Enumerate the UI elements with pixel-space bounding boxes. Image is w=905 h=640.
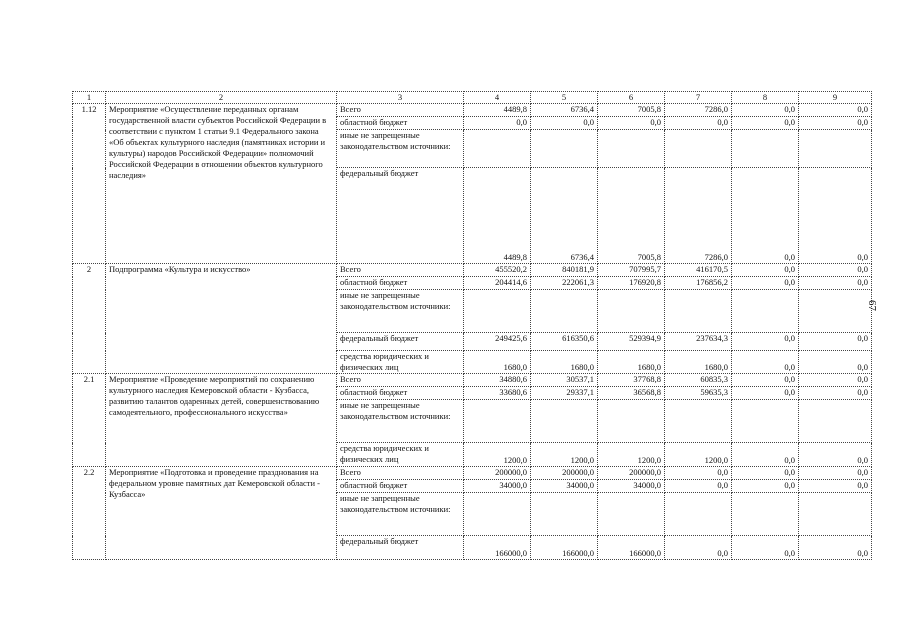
funding-source-cell: иные не запрещенные законодательством источники: (337, 130, 464, 168)
row-number-cell: 2.1 (73, 374, 106, 467)
funding-source-cell: Всего (337, 467, 464, 480)
amount-cell: 0,0 (732, 480, 799, 493)
amount-cell: 0,0 (799, 467, 872, 480)
header-cell: 5 (531, 92, 598, 104)
funding-source-cell: областной бюджет (337, 117, 464, 130)
amount-cell (799, 493, 872, 536)
amount-cell: 1200,0 (531, 443, 598, 467)
amount-cell: 1200,0 (598, 443, 665, 467)
amount-cell: 176920,8 (598, 277, 665, 290)
amount-cell: 6736,4 (531, 168, 598, 264)
amount-cell (665, 290, 732, 333)
amount-cell: 0,0 (799, 536, 872, 560)
amount-cell: 34000,0 (464, 480, 531, 493)
amount-cell: 0,0 (665, 117, 732, 130)
amount-cell: 6736,4 (531, 104, 598, 117)
row-number-cell: 2 (73, 264, 106, 374)
amount-cell (531, 290, 598, 333)
amount-cell (598, 130, 665, 168)
amount-cell: 0,0 (732, 536, 799, 560)
amount-cell (464, 493, 531, 536)
amount-cell: 222061,3 (531, 277, 598, 290)
amount-cell: 0,0 (665, 467, 732, 480)
header-cell: 9 (799, 92, 872, 104)
amount-cell: 237634,3 (665, 333, 732, 351)
amount-cell (732, 130, 799, 168)
measure-title-cell: Мероприятие «Осуществление переданных органам государственной власти субъектов Российской Федерации в соответствии с пунктом 1 статьи 9.1 Федерального закона «Об объектах культурного наследия (памятниках истории и культуры) народов Российской Федерации» полномочий Российской Федерации в отношении объектов культурного наследия» (106, 104, 337, 264)
amount-cell: 0,0 (732, 264, 799, 277)
amount-cell: 166000,0 (464, 536, 531, 560)
header-cell: 6 (598, 92, 665, 104)
amount-cell (732, 493, 799, 536)
amount-cell: 166000,0 (531, 536, 598, 560)
header-cell: 4 (464, 92, 531, 104)
header-cell: 2 (106, 92, 337, 104)
amount-cell: 0,0 (799, 443, 872, 467)
amount-cell: 0,0 (799, 277, 872, 290)
funding-source-cell: иные не запрещенные законодательством источники: (337, 493, 464, 536)
amount-cell: 29337,1 (531, 387, 598, 400)
amount-cell (598, 290, 665, 333)
measure-title-cell: Подпрограмма «Культура и искусство» (106, 264, 337, 374)
funding-source-cell: федеральный бюджет (337, 333, 464, 351)
amount-cell (665, 130, 732, 168)
amount-cell: 707995,7 (598, 264, 665, 277)
amount-cell (598, 493, 665, 536)
amount-cell: 34000,0 (531, 480, 598, 493)
funding-source-cell: областной бюджет (337, 480, 464, 493)
amount-cell: 0,0 (732, 467, 799, 480)
budget-table-container (72, 91, 871, 560)
measure-title-cell: Мероприятие «Подготовка и проведение празднования на федеральном уровне памятных дат Кемеровской области - Кузбасса» (106, 467, 337, 560)
amount-cell: 30537,1 (531, 374, 598, 387)
amount-cell (598, 400, 665, 443)
amount-cell: 7005,8 (598, 168, 665, 264)
amount-cell: 0,0 (799, 387, 872, 400)
funding-source-cell: федеральный бюджет (337, 168, 464, 264)
amount-cell (464, 130, 531, 168)
table-row (73, 374, 872, 387)
amount-cell: 1680,0 (531, 351, 598, 374)
amount-cell: 204414,6 (464, 277, 531, 290)
amount-cell: 37768,8 (598, 374, 665, 387)
table-row (73, 104, 872, 117)
header-cell: 7 (665, 92, 732, 104)
amount-cell (732, 400, 799, 443)
amount-cell (464, 290, 531, 333)
amount-cell: 0,0 (665, 536, 732, 560)
row-number-cell: 2.2 (73, 467, 106, 560)
amount-cell: 166000,0 (598, 536, 665, 560)
amount-cell: 616350,6 (531, 333, 598, 351)
table-row (73, 467, 872, 480)
amount-cell: 0,0 (799, 264, 872, 277)
amount-cell (799, 290, 872, 333)
amount-cell (665, 493, 732, 536)
header-row (73, 92, 872, 104)
amount-cell: 0,0 (732, 351, 799, 374)
header-cell: 1 (73, 92, 106, 104)
amount-cell: 200000,0 (531, 467, 598, 480)
amount-cell: 0,0 (464, 117, 531, 130)
amount-cell: 416170,5 (665, 264, 732, 277)
table-row (73, 264, 872, 277)
amount-cell: 59635,3 (665, 387, 732, 400)
amount-cell: 529394,9 (598, 333, 665, 351)
amount-cell: 0,0 (732, 333, 799, 351)
amount-cell: 4489,8 (464, 104, 531, 117)
amount-cell: 36568,8 (598, 387, 665, 400)
amount-cell: 0,0 (732, 168, 799, 264)
amount-cell: 7286,0 (665, 168, 732, 264)
amount-cell: 249425,6 (464, 333, 531, 351)
header-cell: 8 (732, 92, 799, 104)
funding-source-cell: федеральный бюджет (337, 536, 464, 560)
amount-cell: 0,0 (732, 117, 799, 130)
amount-cell: 0,0 (799, 351, 872, 374)
amount-cell: 0,0 (799, 333, 872, 351)
amount-cell: 0,0 (598, 117, 665, 130)
amount-cell: 455520,2 (464, 264, 531, 277)
funding-source-cell: Всего (337, 374, 464, 387)
amount-cell: 0,0 (799, 374, 872, 387)
row-number-cell: 1.12 (73, 104, 106, 264)
funding-source-cell: средства юридических и физических лиц (337, 351, 464, 374)
amount-cell (799, 130, 872, 168)
amount-cell: 0,0 (732, 443, 799, 467)
amount-cell: 176856,2 (665, 277, 732, 290)
measure-title-cell: Мероприятие «Проведение мероприятий по сохранению культурного наследия Кемеровской области - Кузбасса, развитию талантов одаренных детей, совершенствованию самодеятельного, профессионального искусства» (106, 374, 337, 467)
amount-cell (799, 400, 872, 443)
amount-cell: 0,0 (799, 117, 872, 130)
amount-cell: 1680,0 (665, 351, 732, 374)
amount-cell: 33680,6 (464, 387, 531, 400)
amount-cell (531, 130, 598, 168)
amount-cell: 34000,0 (598, 480, 665, 493)
amount-cell: 7005,8 (598, 104, 665, 117)
amount-cell (531, 493, 598, 536)
amount-cell: 840181,9 (531, 264, 598, 277)
amount-cell: 34880,6 (464, 374, 531, 387)
funding-source-cell: областной бюджет (337, 387, 464, 400)
amount-cell: 4489,8 (464, 168, 531, 264)
amount-cell (531, 400, 598, 443)
amount-cell: 60835,3 (665, 374, 732, 387)
amount-cell: 1680,0 (464, 351, 531, 374)
amount-cell (732, 290, 799, 333)
funding-source-cell: иные не запрещенные законодательством источники: (337, 290, 464, 333)
amount-cell (464, 400, 531, 443)
amount-cell: 1200,0 (665, 443, 732, 467)
funding-source-cell: Всего (337, 264, 464, 277)
amount-cell: 0,0 (799, 168, 872, 264)
amount-cell: 0,0 (732, 374, 799, 387)
amount-cell: 7286,0 (665, 104, 732, 117)
amount-cell: 0,0 (799, 480, 872, 493)
amount-cell: 0,0 (531, 117, 598, 130)
funding-source-cell: областной бюджет (337, 277, 464, 290)
funding-source-cell: иные не запрещенные законодательством источники: (337, 400, 464, 443)
funding-source-cell: Всего (337, 104, 464, 117)
amount-cell: 1680,0 (598, 351, 665, 374)
amount-cell: 0,0 (732, 277, 799, 290)
amount-cell: 200000,0 (598, 467, 665, 480)
budget-table (72, 91, 872, 560)
header-cell: 3 (337, 92, 464, 104)
amount-cell: 200000,0 (464, 467, 531, 480)
amount-cell: 0,0 (732, 387, 799, 400)
amount-cell: 1200,0 (464, 443, 531, 467)
page-number: 67 (866, 300, 878, 311)
funding-source-cell: средства юридических и физических лиц (337, 443, 464, 467)
amount-cell: 0,0 (665, 480, 732, 493)
amount-cell: 0,0 (799, 104, 872, 117)
amount-cell: 0,0 (732, 104, 799, 117)
amount-cell (665, 400, 732, 443)
